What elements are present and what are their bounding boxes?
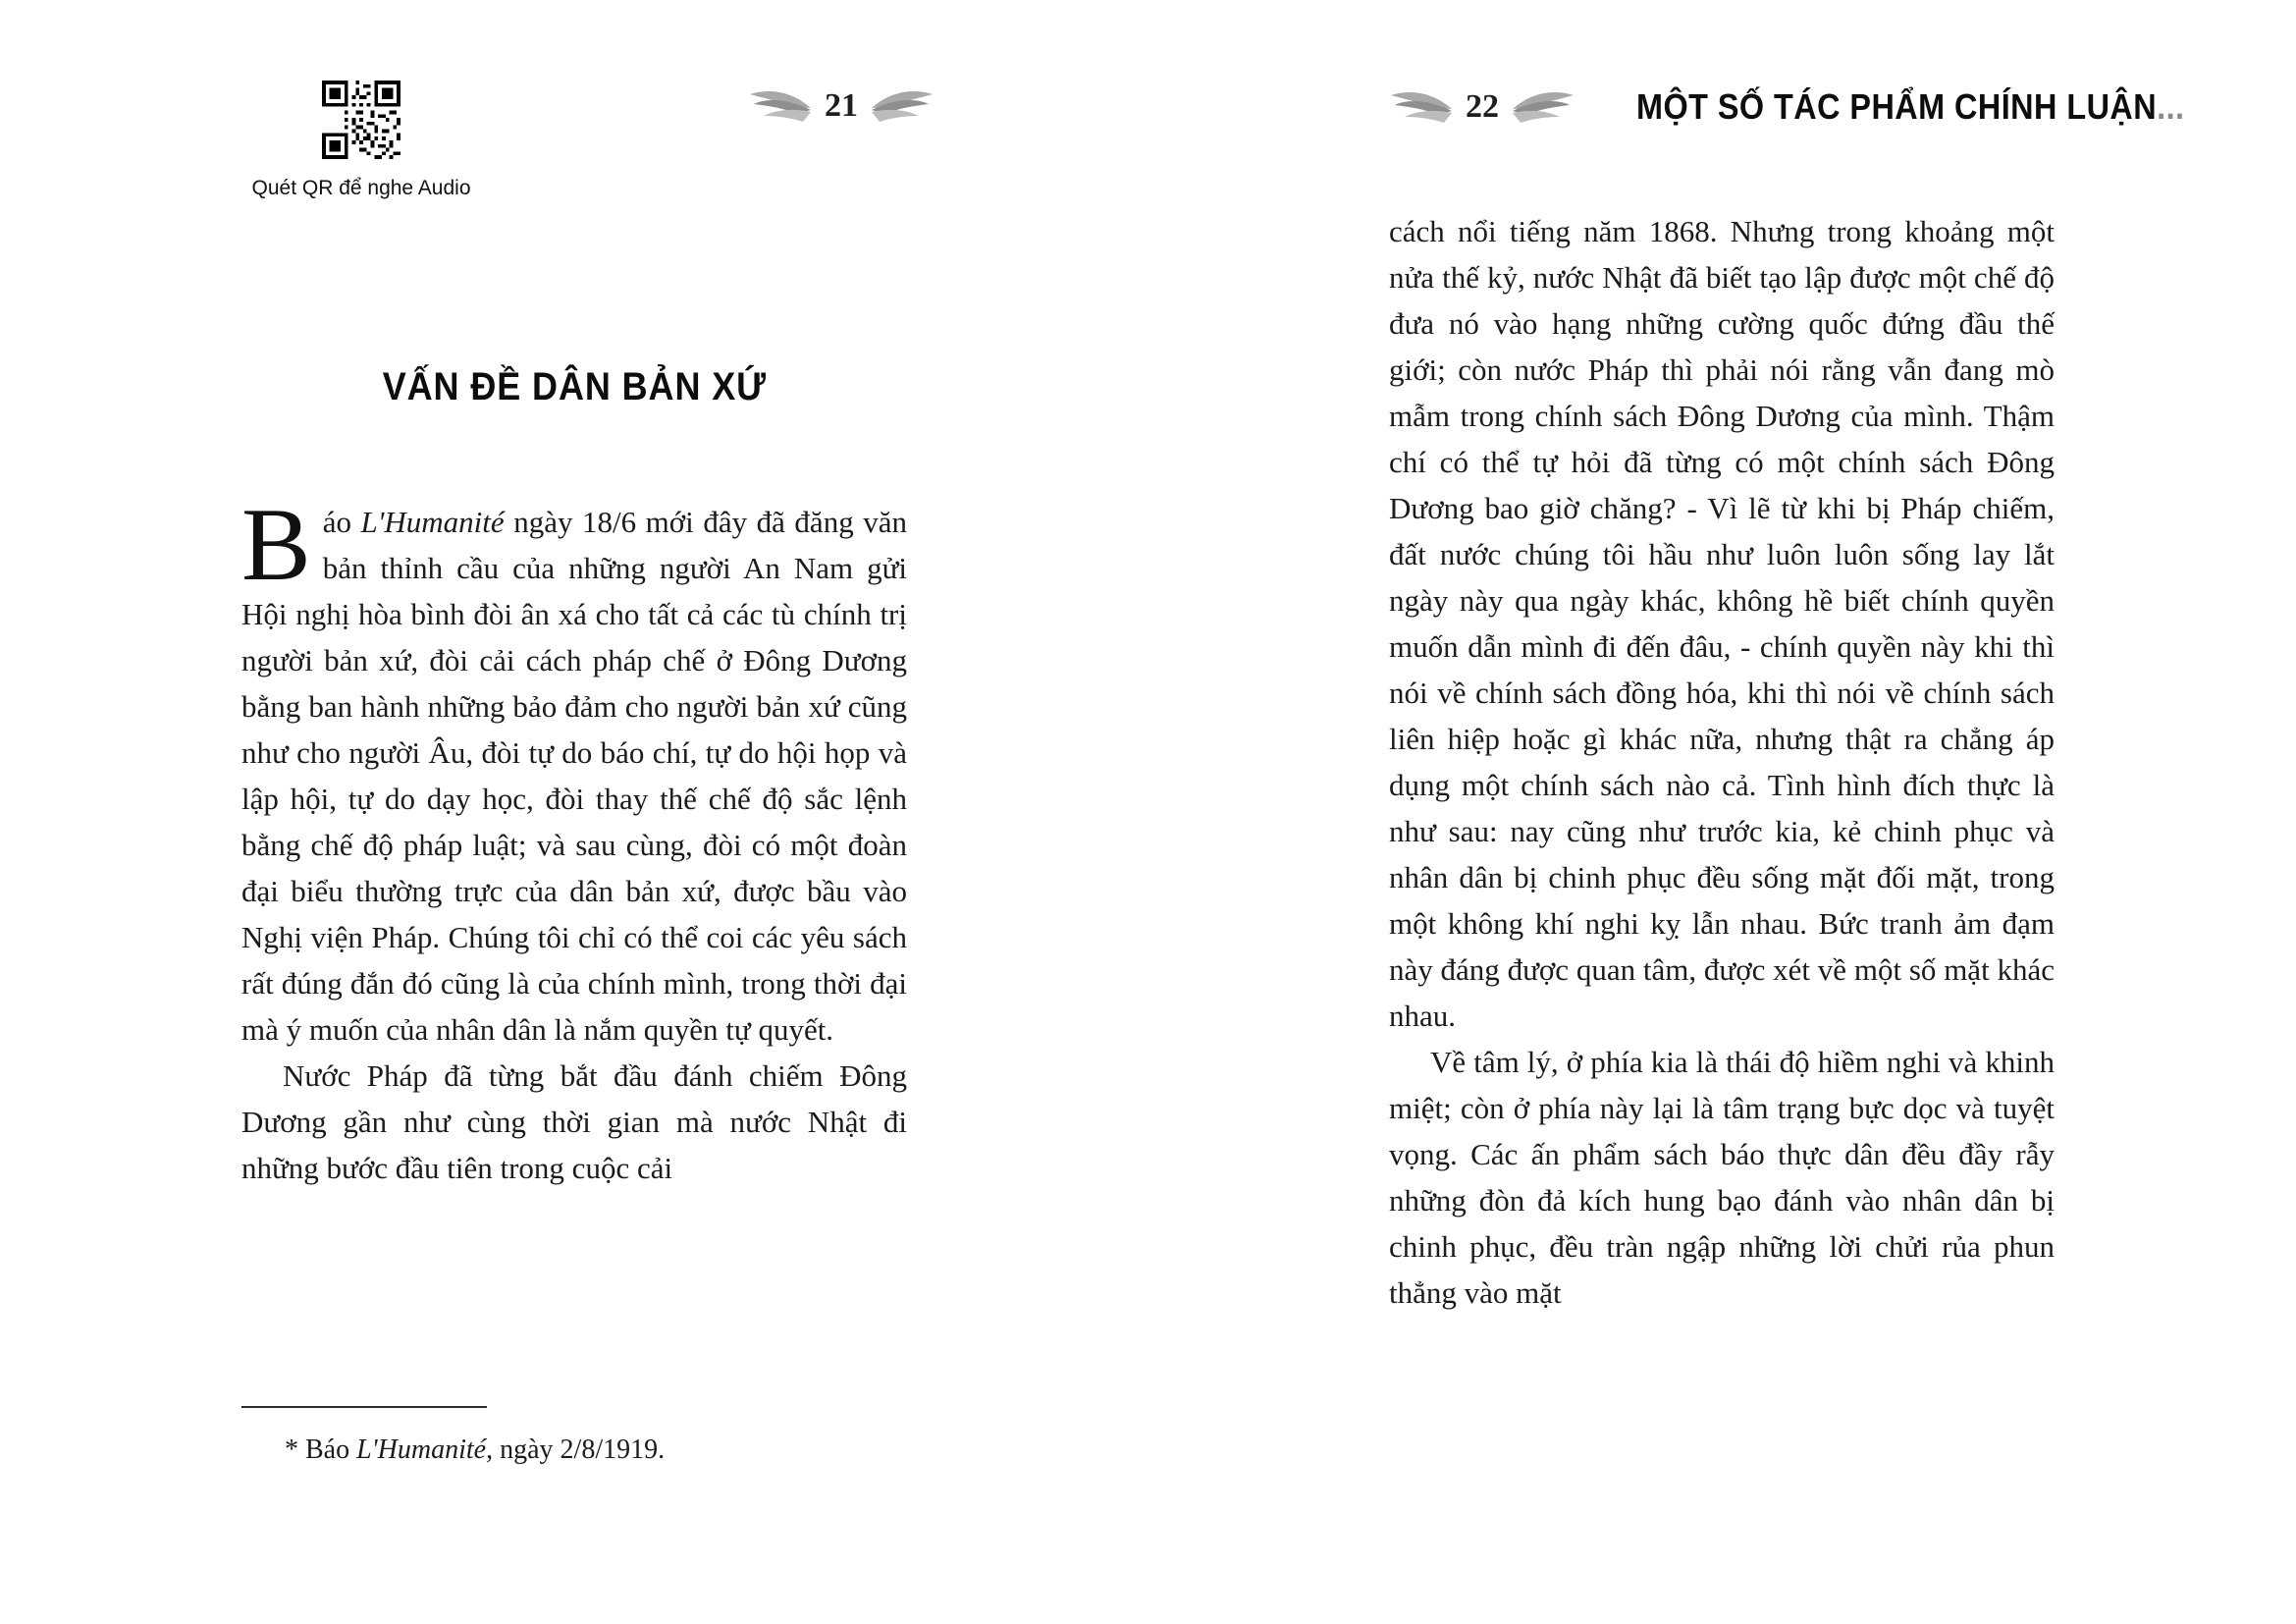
book-wing-right-icon [1511,87,1575,127]
journal-name: L'Humanité [360,505,505,539]
paragraph: Báo L'Humanité ngày 18/6 mới đây đã đăng văn bản thỉnh cầu của những người An Nam gửi Hội nghị hòa bình đòi ân xá cho tất cả các tù chính trị người bản xứ, đòi cải cách pháp chế ở Đông Dương bằng ban hành những bảo đảm cho người bản xứ cũng như cho người Âu, đòi tự do báo chí, tự do hội họp và lập hội, tự do dạy học, đòi thay thế chế độ sắc lệnh bằng chế độ pháp luật; và sau cùng, đòi có một đoàn đại biểu thường trực của dân bản xứ, được bầu vào Nghị viện Pháp. Chúng tôi chỉ có thể coi các yêu sách rất đúng đắn đó cũng là của chính mình, trong thời đại mà ý muốn của nhân dân là nắm quyền tự quyết. [241,487,907,1047]
journal-name: L'Humanité [356,1435,487,1465]
running-header-title: MỘT SỐ TÁC PHẨM CHÍNH LUẬN... [1636,86,2185,127]
footnote-divider [241,1406,487,1408]
qr-code-icon [322,81,400,159]
book-wing-left-icon [748,86,813,126]
right-text-column [1389,208,2055,1316]
footnote: * Báo L'Humanité, ngày 2/8/1919. [285,1435,666,1465]
right-page-header [1389,86,2185,128]
chapter-title: VẤN ĐỀ DÂN BẢN XỨ [382,365,767,408]
right-page-number: 22 [1466,88,1499,125]
left-page-number: 21 [825,87,858,124]
paragraph: cách nổi tiếng năm 1868. Nhưng trong khoảng một nửa thế kỷ, nước Nhật đã biết tạo lập được một chế độ đưa nó vào hạng những cường quốc đứng đầu thế giới; còn nước Pháp thì phải nói rằng vẫn đang mò mẫm trong chính sách Đông Dương của mình. Thậm chí có thể tự hỏi đã từng có một chính sách Đông Dương bao giờ chăng? - Vì lẽ từ khi bị Pháp chiếm, đất nước chúng tôi hầu như luôn luôn sống lay lắt ngày này qua ngày khác, không hề biết chính quyền muốn dẫn mình đi đến đâu, - chính quyền này khi thì nói về chính sách đồng hóa, khi thì nói về chính sách liên hiệp hoặc gì khác nữa, nhưng thật ra chẳng áp dụng một chính sách nào cả. Tình hình đích thực là như sau: nay cũng như trước kia, kẻ chinh phục và nhân dân bị chinh phục đều sống mặt đối mặt, trong một không khí nghi kỵ lẫn nhau. Bức tranh ảm đạm này đáng được quan tâm, được xét về một số mặt khác nhau. [1389,214,2055,1033]
paragraph: Nước Pháp đã từng bắt đầu đánh chiếm Đông Dương gần như cùng thời gian mà nước Nhật đi những bước đầu tiên trong cuộc cải [241,1058,907,1185]
book-wing-left-icon [1389,87,1454,127]
book-wing-right-icon [870,86,934,126]
dropcap-letter: B [241,487,311,602]
qr-caption: Quét QR để nghe Audio [251,177,471,199]
header-ellipsis: ... [2157,86,2185,127]
left-text-column [241,487,907,1191]
right-page-number-ornament [1389,87,1575,127]
paragraph: Về tâm lý, ở phía kia là thái độ hiềm nghi và khinh miệt; còn ở phía này lại là tâm trạng bực dọc và tuyệt vọng. Các ấn phẩm sách báo thực dân đều đầy rẫy những đòn đả kích hung bạo đánh vào nhân dân bị chinh phục, đều tràn ngập những lời chửi rủa phun thẳng vào mặt [1389,1045,2055,1310]
left-page-number-ornament [748,86,934,126]
